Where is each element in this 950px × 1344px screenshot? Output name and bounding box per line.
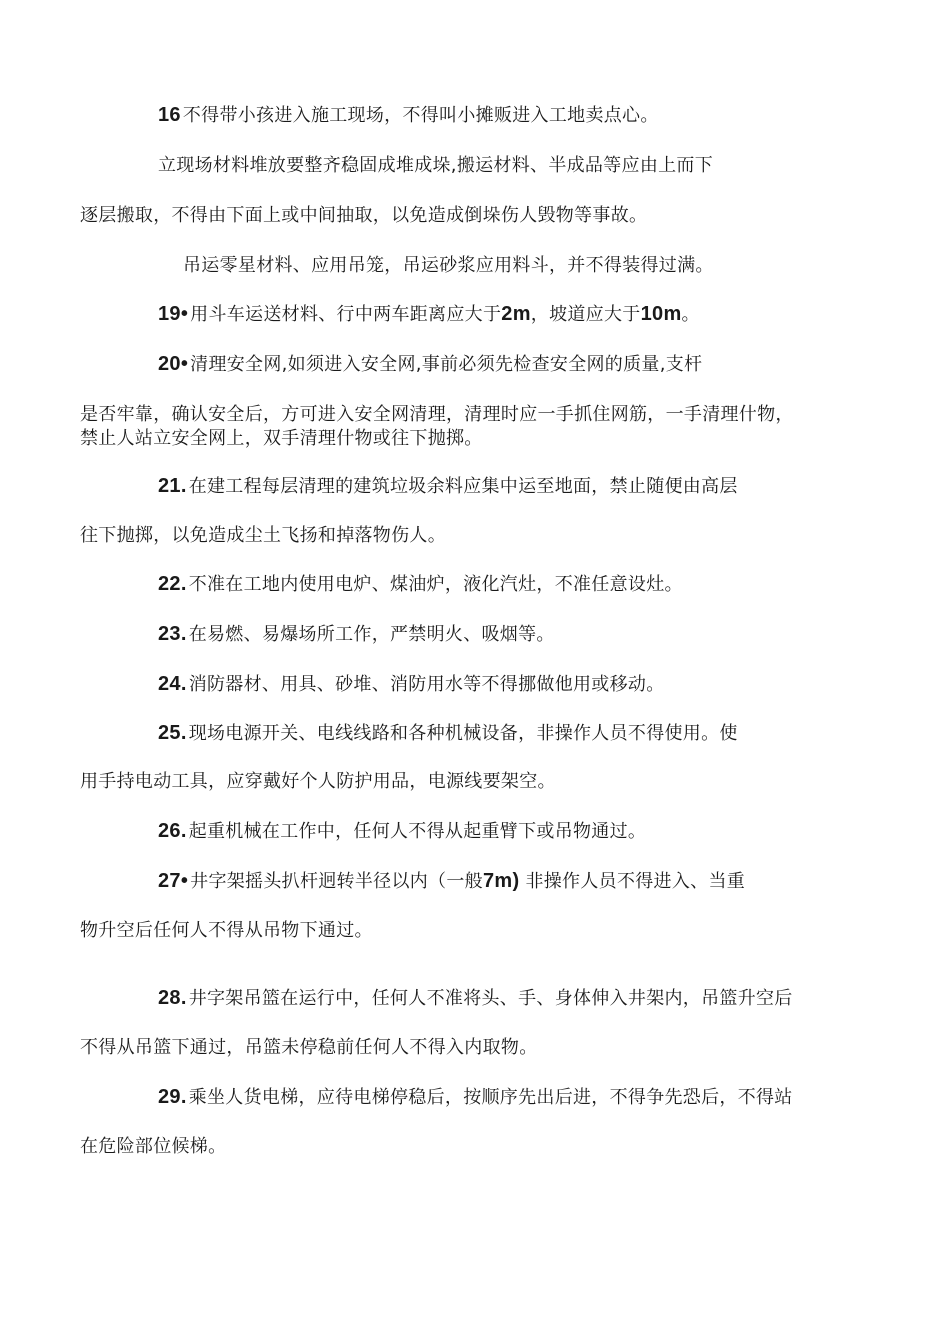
item-20-line-2: 是否牢靠，确认安全后，方可进入安全网清理，清理时应一手抓住网筋，一手清理什物， — [80, 404, 794, 425]
item-25-line-1 — [158, 721, 738, 746]
item-text: 井字架吊篮在运行中，任何人不准将头、手、身体伸入井架内，吊篮升空后 — [188, 988, 793, 1009]
item-29-line-1 — [158, 1085, 793, 1110]
item-number: 19• — [158, 303, 189, 325]
item-17-line-1: 立现场材料堆放要整齐稳固成堆成垛,搬运材料、半成品等应由上而下 — [158, 155, 714, 176]
item-27-line-2: 物升空后任何人不得从吊物下通过。 — [80, 920, 373, 941]
item-21-line-1 — [158, 474, 738, 499]
item-number: 24. — [158, 673, 187, 695]
item-number: 25. — [158, 722, 187, 744]
distance-value: 2m — [501, 303, 531, 325]
item-28-line-2: 不得从吊篮下通过，吊篮未停稳前任何人不得入内取物。 — [80, 1037, 538, 1058]
item-18: 吊运零星材料、应用吊笼，吊运砂浆应用料斗，并不得装得过满。 — [183, 255, 714, 276]
item-text: 。 — [681, 304, 700, 325]
item-text: 在建工程每层清理的建筑垃圾余料应集中运至地面，禁止随便由高层 — [188, 476, 738, 497]
item-number: 23. — [158, 623, 187, 645]
item-text: 井字架摇头扒杆迥转半径以内（一般 — [190, 871, 483, 892]
item-22 — [158, 572, 683, 597]
item-number: 29. — [158, 1086, 187, 1108]
item-16 — [158, 103, 659, 128]
item-26 — [158, 819, 646, 844]
item-28-line-1 — [158, 986, 793, 1011]
distance-value: 10m — [640, 303, 682, 325]
item-17-line-2: 逐层搬取，不得由下面上或中间抽取，以免造成倒垛伤人毁物等事故。 — [80, 205, 648, 226]
item-25-line-2: 用手持电动工具，应穿戴好个人防护用品，电源线要架空。 — [80, 771, 556, 792]
item-text: 现场电源开关、电线线路和各种机械设备，非操作人员不得使用。使 — [188, 723, 738, 744]
item-text: 起重机械在工作中，任何人不得从起重臂下或吊物通过。 — [188, 821, 647, 842]
item-text: 乘坐人货电梯，应待电梯停稳后，按顺序先出后进，不得争先恐后，不得站 — [188, 1087, 793, 1108]
item-text: 消防器材、用具、砂堆、消防用水等不得挪做他用或移动。 — [188, 674, 665, 695]
item-text: 不得带小孩进入施工现场，不得叫小摊贩进入工地卖点心。 — [182, 105, 659, 126]
item-number: 16 — [158, 104, 181, 126]
radius-value: 7m) — [482, 870, 520, 892]
item-20-line-3: 禁止人站立安全网上，双手清理什物或往下抛掷。 — [80, 428, 483, 449]
item-number: 22. — [158, 573, 187, 595]
item-21-line-2: 往下抛掷，以免造成尘土飞扬和掉落物伤人。 — [80, 525, 446, 546]
item-number: 20• — [158, 353, 189, 375]
item-29-line-2: 在危险部位候梯。 — [80, 1136, 227, 1157]
item-27-line-1 — [158, 869, 745, 894]
item-text: ，坡道应大于 — [530, 304, 641, 325]
item-20-line-1 — [158, 352, 702, 377]
item-text: 非操作人员不得进入、当重 — [519, 871, 746, 892]
item-text: 在易燃、易爆场所工作，严禁明火、吸烟等。 — [188, 624, 555, 645]
item-number: 26. — [158, 820, 187, 842]
item-text: 清理安全网,如须进入安全网,事前必须先检查安全网的质量,支杆 — [190, 354, 703, 375]
item-23 — [158, 622, 555, 647]
item-number: 28. — [158, 987, 187, 1009]
item-text: 用斗车运送材料、行中两车距离应大于 — [190, 304, 502, 325]
item-19 — [158, 302, 700, 327]
item-24 — [158, 672, 665, 697]
item-number: 27• — [158, 870, 189, 892]
item-text: 不准在工地内使用电炉、煤油炉，液化汽灶，不准任意设灶。 — [188, 574, 683, 595]
item-number: 21. — [158, 475, 187, 497]
